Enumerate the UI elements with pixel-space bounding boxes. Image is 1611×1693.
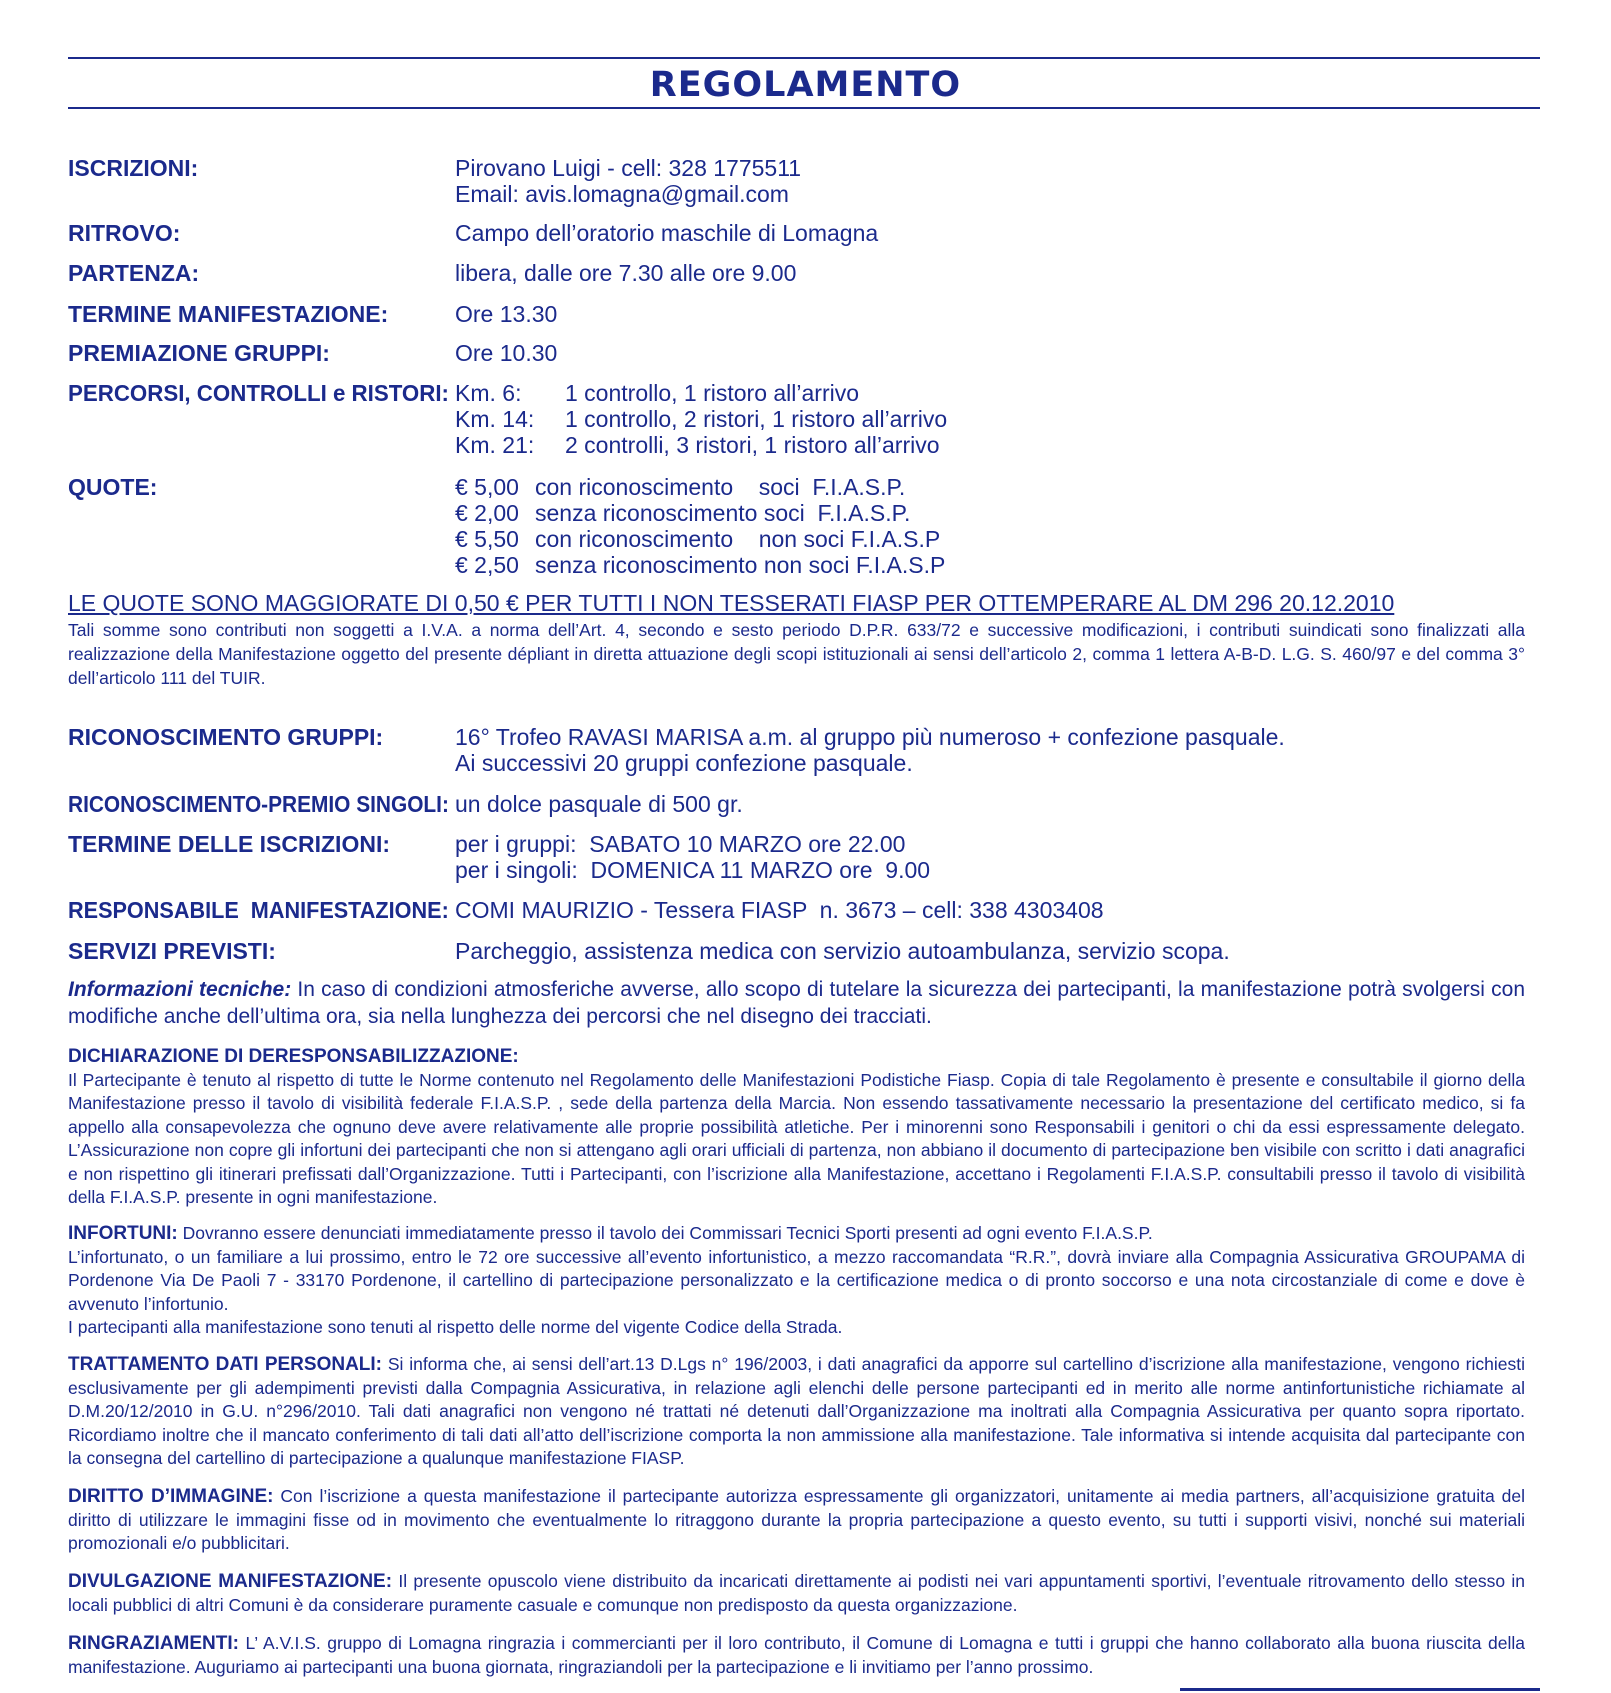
percorso-desc: 2 controlli, 3 ristori, 1 ristoro all’arrivo xyxy=(565,432,940,458)
percorsi-list xyxy=(455,380,947,458)
infortuni xyxy=(68,1222,1525,1340)
quota-amount: € 5,50 xyxy=(455,526,519,552)
page-title: REGOLAMENTO xyxy=(649,65,962,105)
riconoscimento-gruppi-line: 16° Trofeo RAVASI MARISA a.m. al gruppo più numeroso + confezione pasquale. xyxy=(455,724,1285,750)
infortuni-line3: I partecipanti alla manifestazione sono tenuti al rispetto delle norme del vigente Codice della Strada. xyxy=(68,1317,843,1337)
ringraziamenti xyxy=(68,1632,1525,1679)
termine-gruppi: per i gruppi: SABATO 10 MARZO ore 22.00 xyxy=(455,831,906,857)
infortuni-label: INFORTUNI: xyxy=(68,1223,178,1244)
quota-amount: € 5,00 xyxy=(455,474,519,500)
servizi-value: Parcheggio, assistenza medica con servizio autoambulanza, servizio scopa. xyxy=(455,938,1230,964)
percorso-km: Km. 6: xyxy=(455,380,522,406)
quota-item xyxy=(455,500,945,526)
quota-desc: con riconoscimento non soci F.I.A.S.P xyxy=(535,526,941,552)
quote-list xyxy=(455,474,945,578)
title-rule xyxy=(68,107,1540,109)
premiazione-gruppi-value: Ore 10.30 xyxy=(455,340,558,366)
quota-item xyxy=(455,552,945,578)
riconoscimento-gruppi-label: RICONOSCIMENTO GRUPPI: xyxy=(68,724,384,750)
percorsi-label: PERCORSI, CONTROLLI e RISTORI: xyxy=(68,380,449,406)
iscrizioni-contact: Pirovano Luigi - cell: 328 1775511 xyxy=(455,155,802,181)
bottom-rule xyxy=(1180,1688,1540,1691)
trattamento-label: TRATTAMENTO DATI PERSONALI: xyxy=(68,1354,382,1375)
iscrizioni-value xyxy=(455,155,801,207)
riconoscimento-singoli-value: un dolce pasquale di 500 gr. xyxy=(455,791,743,817)
riconoscimento-gruppi-line: Ai successivi 20 gruppi confezione pasquale. xyxy=(455,750,913,776)
ringraziamenti-text: L’ A.V.I.S. gruppo di Lomagna ringrazia i commercianti per il loro contributo, il Comune di Lomagna e tutti i gruppi che hanno collaborato alla buona riuscita della manifestazione. Auguriamo ai partecipanti una buona giornata, ringraziandoli per la partecipazione e li invitiamo per l’anno prossimo. xyxy=(68,1633,1525,1677)
percorso-item xyxy=(455,432,947,458)
premiazione-gruppi-label: PREMIAZIONE GRUPPI: xyxy=(68,340,330,366)
termine-iscrizioni-label: TERMINE DELLE ISCRIZIONI: xyxy=(68,831,390,857)
dichiarazione-text: Il Partecipante è tenuto al rispetto di tutte le Norme contenuto nel Regolamento delle Manifestazioni Podistiche Fiasp. Copia di tale Regolamento è presente e consultabile il giorno della Manifestazione presso il tavolo di visibilità federale F.I.A.S.P. , sede della partenza della Marcia. Non essendo tassativamente necessario la presentazione del certificato medico, si fa appello alla consapevolezza che ognuno deve avere relativamente alle proprie possibilità atletiche. Per i minorenni sono Responsabili i genitori o chi da essi espressamente delegato. L’Assicurazione non copre gli infortuni dei partecipanti che non si attengano agli orari ufficiali di partenza, non abbiano il documento di partecipazione ben visibile con scritto i dati anagrafici e non rispettino gli itinerari prefissati dall’Organizzazione. Tutti i Partecipanti, con l’iscrizione alla Manifestazione, accettano i Regolamenti F.I.A.S.P. consultabili presso il tavolo di visibilità della F.I.A.S.P. presente in ogni manifestazione. xyxy=(68,1069,1525,1207)
infortuni-line1: Dovranno essere denunciati immediatamente presso il tavolo dei Commissari Tecnici Sporti presenti ad ogni evento F.I.A.S.P. xyxy=(177,1223,1153,1243)
info-tecniche-text: In caso di condizioni atmosferiche avverse, allo scopo di tutelare la sicurezza dei partecipanti, la manifestazione potrà svolgersi con modifiche anche dell’ultima ora, sia nella lunghezza dei percorsi che nel disegno dei tracciati. xyxy=(68,978,1526,1028)
quota-desc: senza riconoscimento soci F.I.A.S.P. xyxy=(535,500,911,526)
quota-item xyxy=(455,526,945,552)
percorso-item xyxy=(455,406,947,432)
diritto-immagine xyxy=(68,1485,1525,1556)
quota-desc: con riconoscimento soci F.I.A.S.P. xyxy=(535,474,906,500)
iscrizioni-label: ISCRIZIONI: xyxy=(68,155,199,181)
diritto-immagine-label: DIRITTO D’IMMAGINE: xyxy=(68,1486,274,1507)
trattamento-text: Si informa che, ai sensi dell’art.13 D.Lgs n° 196/2003, i dati anagrafici da apporre sul cartellino d’iscrizione alla manifestazione, vengono richiesti esclusivamente per gli adempimenti previsti dalla Compagnia Assicurativa, in relazione agli elenchi delle persone partecipanti ed in merito alle norme antinfortunistiche richiamate al D.M.20/12/2010 in G.U. n°296/2010. Tali dati anagrafici non vengono né trattati né detenuti dall’Organizzazione ma inoltrati alla Compagnia Assicurativa per quanto sopra riportato. Ricordiamo inoltre che il mancato conferimento di tali dati all’atto dell’iscrizione comporta la non ammissione alla manifestazione. Tale informativa si intende acquisita dal partecipante con la consegna del cartellino di partecipazione a qualunque manifestazione FIASP. xyxy=(68,1354,1525,1468)
info-tecniche xyxy=(68,976,1525,1030)
percorso-km: Km. 21: xyxy=(455,432,535,458)
responsabile-label: RESPONSABILE MANIFESTAZIONE: xyxy=(68,897,449,923)
termine-iscrizioni-value xyxy=(455,831,930,883)
responsabile-value: COMI MAURIZIO - Tessera FIASP n. 3673 – cell: 338 4303408 xyxy=(455,897,1104,923)
ritrovo-label: RITROVO: xyxy=(68,220,181,246)
servizi-label: SERVIZI PREVISTI: xyxy=(68,938,276,964)
quota-amount: € 2,00 xyxy=(455,500,519,526)
riconoscimento-gruppi-value xyxy=(455,724,1285,776)
ringraziamenti-label: RINGRAZIAMENTI: xyxy=(68,1633,239,1654)
percorso-desc: 1 controllo, 1 ristoro all’arrivo xyxy=(565,380,860,406)
top-rule xyxy=(68,57,1540,59)
percorso-km: Km. 14: xyxy=(455,406,535,432)
quote-label: QUOTE: xyxy=(68,474,158,500)
quota-desc: senza riconoscimento non soci F.I.A.S.P xyxy=(535,552,946,578)
diritto-immagine-text: Con l’iscrizione a questa manifestazione il partecipante autorizza espressamente gli organizzatori, unitamente ai media partners, all’acquisizione gratuita del diritto di utilizzare le immagini fisse od in movimento che eventualmente lo ritraggono durante la propria partecipazione a questo evento, su tutti i supporti visivi, nonché sui materiali promozionali e/o pubblicitari. xyxy=(68,1486,1525,1553)
tax-note: Tali somme sono contributi non soggetti a I.V.A. a norma dell’Art. 4, secondo e sesto periodo D.P.R. 633/72 e successive modificazioni, i contributi suindicati sono finalizzati alla realizzazione della Manifestazione oggetto del presente dépliant in diretta attuazione degli scopi istituzionali ai sensi dell’articolo 2, comma 1 lettera A-B-D. L.G. S. 460/97 e del comma 3° dell’articolo 111 del TUIR. xyxy=(68,620,1525,688)
infortuni-line2: L’infortunato, o un familiare a lui prossimo, entro le 72 ore successive all’evento infortunistico, a mezzo raccomandata “R.R.”, dovrà inviare alla Compagnia Assicurativa GROUPAMA di Pordenone Via De Paoli 7 - 33170 Pordenone, il cartellino di partecipazione personalizzato e la certificazione medica o di pronto soccorso e una nota circostanziale di come e dove è avvenuto l’infortunio. xyxy=(68,1246,1525,1314)
surcharge-notice: LE QUOTE SONO MAGGIORATE DI 0,50 € PER TUTTI I NON TESSERATI FIASP PER OTTEMPERARE AL DM 296 20.12.2010 xyxy=(68,590,1395,616)
iscrizioni-email[interactable]: Email: avis.lomagna@gmail.com xyxy=(455,181,789,207)
termine-manifestazione-label: TERMINE MANIFESTAZIONE: xyxy=(68,301,389,327)
dichiarazione xyxy=(68,1045,1525,1210)
info-tecniche-label: Informazioni tecniche: xyxy=(68,978,292,1001)
partenza-label: PARTENZA: xyxy=(68,260,200,286)
divulgazione xyxy=(68,1570,1525,1617)
percorso-item xyxy=(455,380,947,406)
percorso-desc: 1 controllo, 2 ristori, 1 ristoro all’arrivo xyxy=(565,406,948,432)
termine-manifestazione-value: Ore 13.30 xyxy=(455,301,558,327)
quota-item xyxy=(455,474,945,500)
trattamento-dati xyxy=(68,1353,1525,1471)
termine-singoli: per i singoli: DOMENICA 11 MARZO ore 9.00 xyxy=(455,857,931,883)
dichiarazione-label: DICHIARAZIONE DI DERESPONSABILIZZAZIONE: xyxy=(68,1046,519,1067)
divulgazione-text: Il presente opuscolo viene distribuito da incaricati direttamente ai podisti nei vari appuntamenti sportivi, l’eventuale ritrovamento dello stesso in locali pubblici di altri Comuni è da considerare puramente casuale e comunque non predisposto da questa organizzazione. xyxy=(68,1571,1526,1615)
partenza-value: libera, dalle ore 7.30 alle ore 9.00 xyxy=(455,260,797,286)
divulgazione-label: DIVULGAZIONE MANIFESTAZIONE: xyxy=(68,1571,393,1592)
quota-amount: € 2,50 xyxy=(455,552,519,578)
ritrovo-value: Campo dell’oratorio maschile di Lomagna xyxy=(455,220,879,246)
riconoscimento-singoli-label: RICONOSCIMENTO-PREMIO SINGOLI: xyxy=(68,791,449,817)
